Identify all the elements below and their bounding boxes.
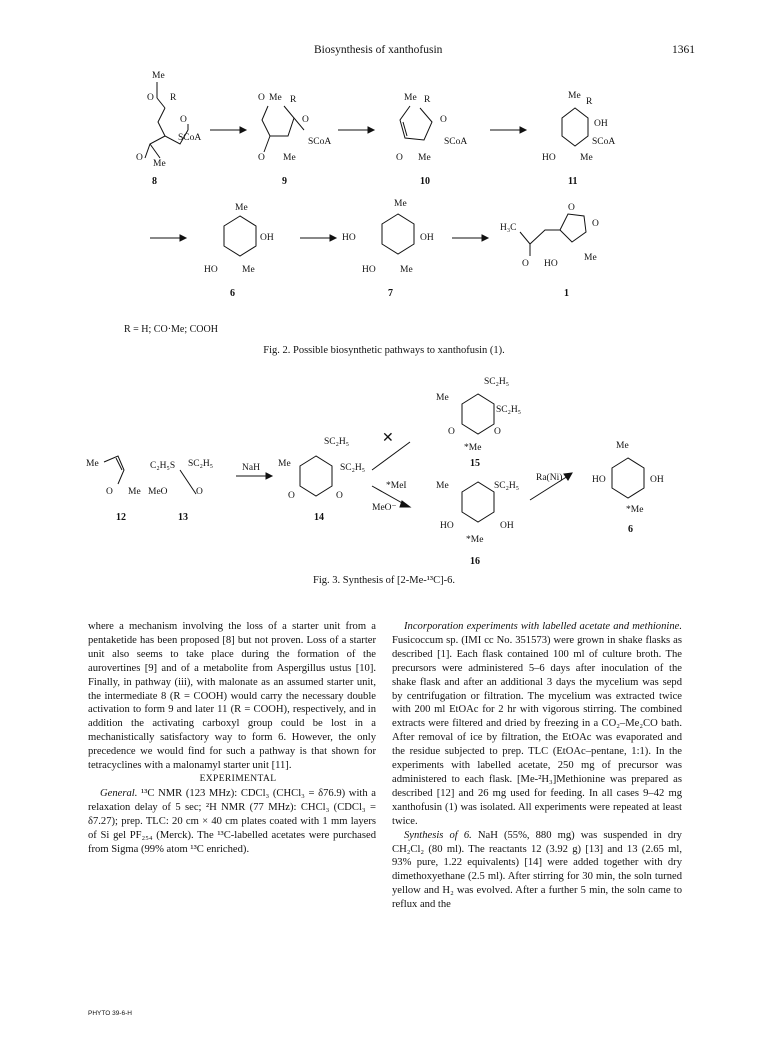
compound-15-structure	[436, 377, 521, 469]
compound-label-15: 15	[470, 458, 480, 469]
paragraph	[88, 787, 376, 857]
atom-label: O	[106, 487, 113, 497]
paragraph: where a mechanism involving the loss of a starter unit from a pentaketide has been proposed [8] but not proven. Loss of a starter unit also seems to take place during the formation of the aurovertines [9] and of a metabolite from Aspergillus ustus [10]. Finally, in pathway (iii), with malonate as an assumed starter unit, the intermediate 8 (R = COOH) would carry the necessary double activation to form 9 and later 11 (R = COOH), respectively, and in addition the activating carboxyl group could be lost in a mechanistically satisfactory way to form 6. However, the only precedence we would find for such a pathway is that shown for tetracyclines with a malonamyl starter unit [11].	[88, 621, 376, 772]
atom-label: O	[180, 115, 187, 125]
compound-1-structure	[500, 203, 599, 299]
compound-label-16: 16	[470, 556, 480, 567]
compound-11-structure	[542, 91, 615, 187]
paragraph-text: NaH (55%, 880 mg) was suspended in dry CH₂Cl₂ (80 ml). The reactants 12 (3.92 g) [13] and 13 (2.65 ml, 93% pure, 1.22 equivalents) [14] were added together with dry dimethoxyethane (2.5 ml). After stirring for 30 min, the soln turned yellow and H₂ was evolved. After a further 5 min, the soln came to reflux and the	[392, 829, 682, 911]
reagent-mei: *MeI	[386, 481, 407, 491]
atom-label: O	[396, 153, 403, 163]
atom-label: O	[147, 93, 154, 103]
atom-label: Me	[436, 393, 449, 403]
compound-label-6: 6	[230, 288, 235, 299]
atom-label: O	[440, 115, 447, 125]
atom-label: HO	[544, 259, 558, 269]
atom-label: *Me	[466, 535, 484, 545]
atom-label: HO	[342, 233, 356, 243]
atom-label: OH	[594, 119, 608, 129]
atom-label: SC₂H₅	[324, 437, 350, 447]
atom-label: R	[586, 97, 593, 107]
atom-label: SC₂H₅	[340, 463, 366, 473]
figure-2-scheme	[0, 60, 768, 360]
atom-label: O	[136, 153, 143, 163]
atom-label: Me	[584, 253, 597, 263]
atom-label: O	[302, 115, 309, 125]
atom-label: O	[258, 93, 265, 103]
atom-label: O	[196, 487, 203, 497]
atom-label: Me	[283, 153, 296, 163]
atom-label: SC₂H₅	[484, 377, 510, 387]
atom-label: Me	[400, 265, 413, 275]
atom-label: O	[568, 203, 575, 213]
figure-3-caption: Fig. 3. Synthesis of [2-Me-¹³C]-6.	[313, 575, 455, 586]
compound-label-14: 14	[314, 512, 324, 523]
atom-label: HO	[542, 153, 556, 163]
compound-6-structure	[204, 203, 274, 299]
left-column	[88, 620, 376, 856]
compound-7-structure	[342, 199, 434, 299]
atom-label: O	[522, 259, 529, 269]
atom-label: O	[448, 427, 455, 437]
compound-16-structure	[436, 481, 519, 567]
atom-label: OH	[650, 475, 664, 485]
svg-text:✕: ✕	[382, 431, 394, 446]
run-in-heading: Incorporation experiments with labelled acetate and methionine.	[404, 621, 682, 632]
compound-9-structure	[258, 93, 331, 187]
run-in-heading: General.	[100, 787, 138, 799]
atom-label: O	[336, 491, 343, 501]
svg-text:Me: Me	[86, 459, 99, 469]
atom-label: Me	[418, 153, 431, 163]
atom-label: Me	[152, 71, 165, 81]
atom-label: Me	[235, 203, 248, 213]
atom-label: Me	[278, 459, 291, 469]
atom-label: R	[290, 95, 297, 105]
compound-label-10: 10	[420, 176, 430, 187]
compound-label-11: 11	[568, 176, 578, 187]
right-column	[392, 620, 682, 912]
atom-label: O	[258, 153, 265, 163]
section-heading: EXPERIMENTAL	[199, 773, 277, 784]
figure-3-scheme	[0, 370, 768, 570]
paragraph	[392, 829, 682, 912]
atom-label: HO	[362, 265, 376, 275]
atom-label: R	[170, 93, 177, 103]
reagent-methoxide: MeO⁻	[372, 503, 397, 513]
compound-label-13: 13	[178, 512, 188, 523]
paragraph-text: Fusicoccum sp. (IMI cc No. 351573) were grown in shake flasks as described [1]. Each flask contained 100 ml of culture broth. The precursors were administered 5–6 days after inoculation of the shake flask and after an additional 3 days the mycelium was sepd by centrifugation or filtration. The mycelium was extracted twice with 200 ml EtOAc for 2 hr with vigorous stirring. The combined extracts were filtered and dried by freezing in a CO₂–Me₂CO bath. After removal of ice by filtration, the EtOAc was evaporated and the residue subjected to prep. TLC (EtOAc–pentane, 1:1). In the experiments with labelled acetate, 250 mg of precursor was administered to each flask. [Me-²H₃]Methionine was prepared as described [12] and 26 mg used for feeding. In all cases 9–42 mg xanthofusin (1) was isolated. All experiments were repeated at least twice.	[392, 634, 682, 827]
atom-label: HO	[440, 521, 454, 531]
page-number: 1361	[672, 44, 695, 56]
atom-label: R	[424, 95, 431, 105]
atom-label: Me	[568, 91, 581, 101]
atom-label: H₃C	[500, 223, 517, 233]
compound-label-12: 12	[116, 512, 126, 523]
atom-label: O	[592, 219, 599, 229]
compound-12-structure	[86, 456, 141, 523]
atom-label: HO	[592, 475, 606, 485]
figure-2-caption: Fig. 2. Possible biosynthetic pathways to xanthofusin (1).	[263, 345, 505, 356]
atom-label: SCoA	[592, 137, 616, 147]
running-title: Biosynthesis of xanthofusin	[314, 44, 443, 56]
atom-label: MeO	[148, 487, 168, 497]
atom-label: SC₂H₅	[494, 481, 520, 491]
atom-label: SCoA	[444, 137, 468, 147]
atom-label: SCoA	[178, 133, 202, 143]
r-group-definition: R = H; CO·Me; COOH	[124, 324, 218, 335]
atom-label: Me	[436, 481, 449, 491]
atom-label: Me	[269, 93, 282, 103]
compound-label-6: 6	[628, 524, 633, 535]
compound-label-8: 8	[152, 176, 157, 187]
atom-label: SCoA	[308, 137, 332, 147]
atom-label: OH	[500, 521, 514, 531]
atom-label: OH	[420, 233, 434, 243]
compound-label-9: 9	[282, 176, 287, 187]
atom-label: O	[494, 427, 501, 437]
atom-label: C₂H₅S	[150, 461, 176, 471]
atom-label: Me	[128, 487, 141, 497]
atom-label: OH	[260, 233, 274, 243]
atom-label: Me	[404, 93, 417, 103]
atom-label: O	[288, 491, 295, 501]
compound-label-1: 1	[564, 288, 569, 299]
compound-10-structure	[396, 93, 467, 187]
reagent-raney-nickel: Ra(Ni)	[536, 473, 563, 483]
atom-label: Me	[153, 159, 166, 169]
paragraph-text: ¹³C NMR (123 MHz): CDCl₃ (CHCl₃ = δ76.9) with a relaxation delay of 5 sec; ²H NMR (77 MHz): CHCl₃ (CDCl₃ = δ7.27); prep. TLC: 20 cm × 40 cm plates coated with 1 mm layers of Si gel PF₂₅₄ (Merck). The ¹³C-labelled acetates were purchased from Sigma (99% atom ¹³C enriched).	[88, 787, 376, 855]
atom-label: Me	[616, 441, 629, 451]
atom-label: Me	[242, 265, 255, 275]
compound-6b-structure	[592, 441, 664, 535]
compound-14-structure	[278, 437, 365, 523]
footer-code: PHYTO 39-6-H	[88, 1010, 132, 1017]
paragraph	[392, 620, 682, 829]
compound-label-7: 7	[388, 288, 393, 299]
atom-label: SC₂H₅	[496, 405, 522, 415]
atom-label: HO	[204, 265, 218, 275]
compound-8-structure	[136, 71, 201, 187]
atom-label: SC₂H₅	[188, 459, 214, 469]
reagent-nah: NaH	[242, 463, 260, 473]
atom-label: *Me	[464, 443, 482, 453]
atom-label: Me	[580, 153, 593, 163]
atom-label: *Me	[626, 505, 644, 515]
atom-label: Me	[394, 199, 407, 209]
compound-13-structure	[148, 459, 213, 523]
run-in-heading: Synthesis of 6.	[404, 829, 472, 841]
